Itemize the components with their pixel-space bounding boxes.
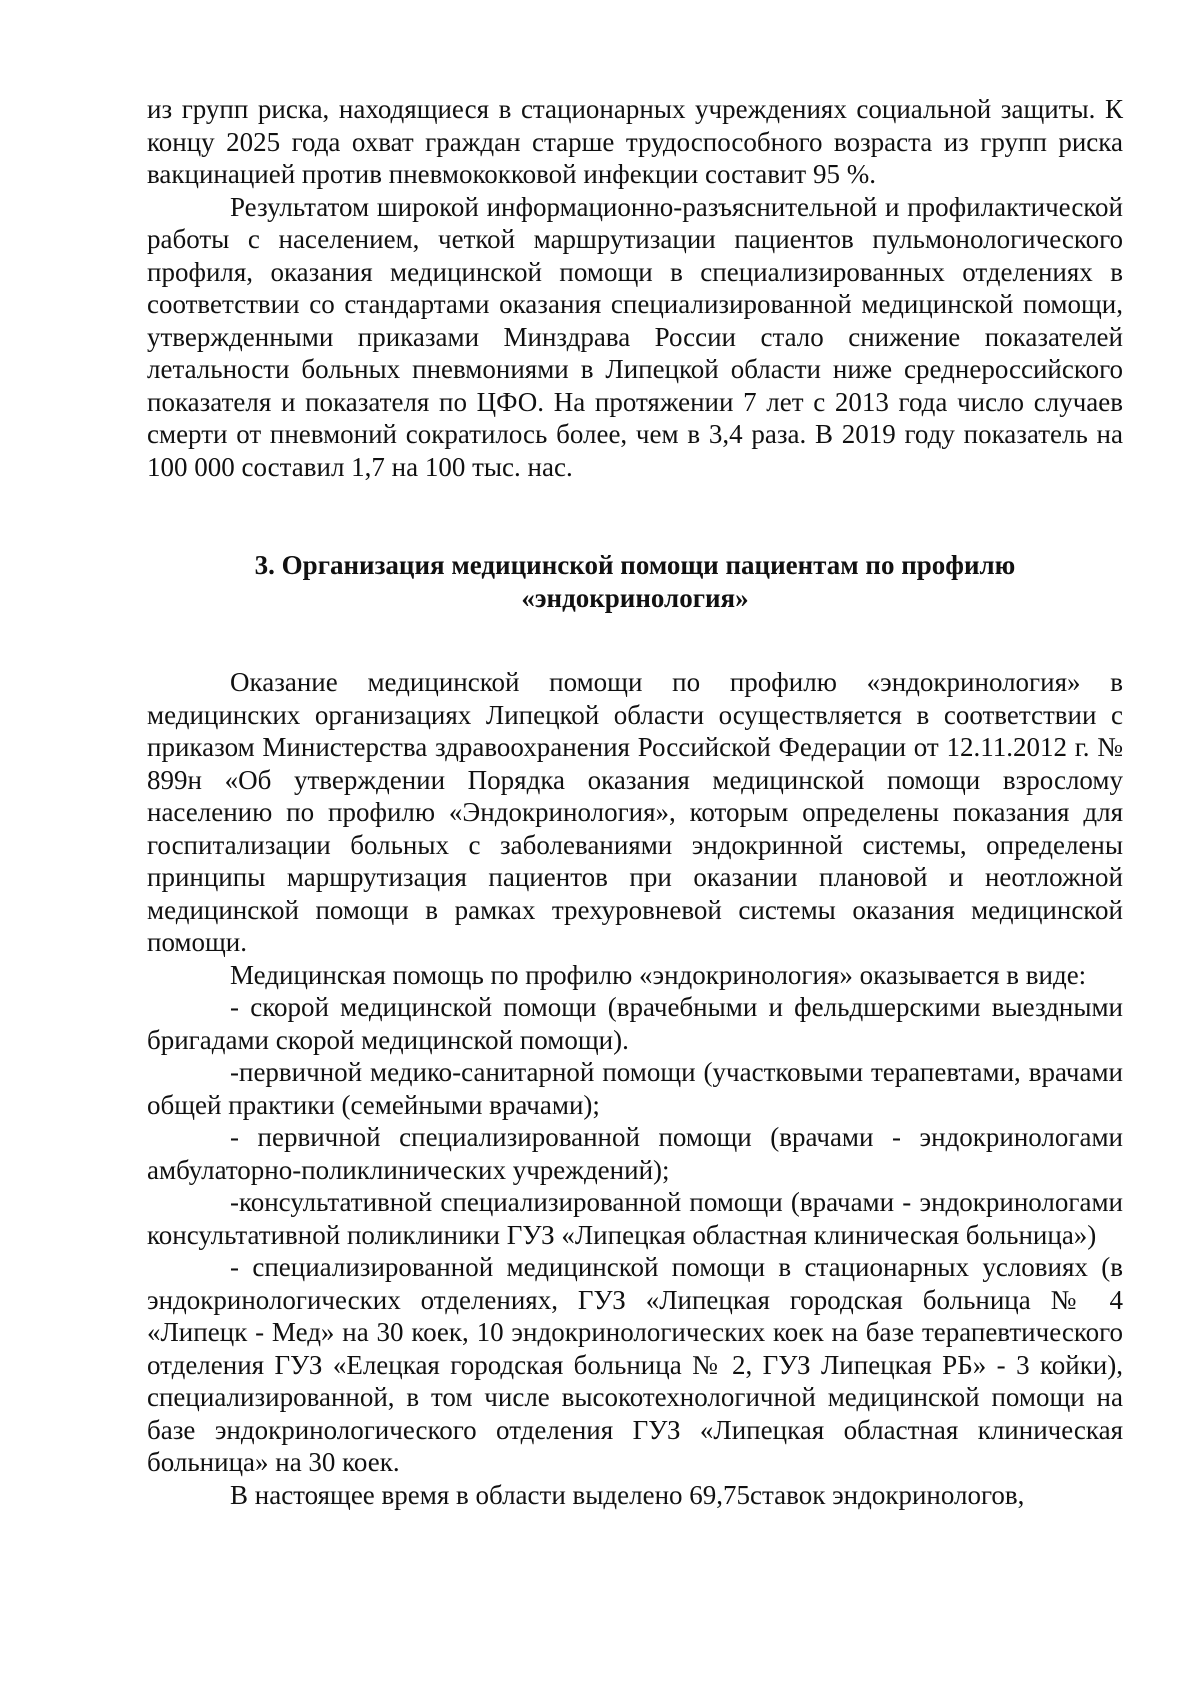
paragraph-endocrinology-order: Оказание медицинской помощи по профилю «эндокринология» в медицинских организациях Липецкой области осуществляется в соответствии с приказом Министерства здравоохранения Российской Федерации от 12.11.2012 г. № 899н «Об утверждении Порядка оказания медицинской помощи взрослому населению по профилю «Эндокринология», которым определены показания для госпитализации больных с заболеваниями эндокринной системы, определены принципы маршрутизация пациентов при оказании плановой и неотложной медицинской помощи в рамках трехуровневой системы оказания медицинской помощи. (147, 667, 1123, 957)
section-heading-line-2: «эндокринология» (521, 582, 749, 613)
document-page (147, 93, 1123, 1511)
list-item-primary-specialized-care: - первичной специализированной помощи (врачами - эндокринологами амбулаторно-поликлинических учреждений); (147, 1122, 1123, 1185)
section-heading-line-1: 3. Организация медицинской помощи пациентам по профилю (254, 550, 1016, 580)
list-item-inpatient-care: - специализированной медицинской помощи в стационарных условиях (в эндокринологических отделениях, ГУЗ «Липецкая городская больница № 4 «Липецк - Мед» на 30 коек, 10 эндокринологических коек на базе терапевтического отделения ГУЗ «Елецкая городская больница № 2, ГУЗ Липецкая РБ» - 3 койки), специализированной, в том числе высокотехнологичной медицинской помощи на базе эндокринологического отделения ГУЗ «Липецкая областная клиническая больница» на 30 коек. (147, 1252, 1123, 1477)
paragraph-vaccination: из групп риска, находящиеся в стационарных учреждениях социальной защиты. К концу 2025 года охват граждан старше трудоспособного возраста из групп риска вакцинацией против пневмококковой инфекции составит 95 %. (147, 94, 1123, 189)
list-item-primary-care: -первичной медико-санитарной помощи (участковыми терапевтами, врачами общей практики (семейными врачами); (147, 1057, 1123, 1120)
paragraph-staff-rates: В настоящее время в области выделено 69,75ставок эндокринологов, (230, 1479, 1025, 1510)
list-item-consultative-care: -консультативной специализированной помощи (врачами - эндокринологами консультативной поликлиники ГУЗ «Липецкая областная клиническая больница») (147, 1187, 1123, 1250)
section-heading (147, 549, 1123, 614)
paragraph-pneumonia-results: Результатом широкой информационно-разъяснительной и профилактической работы с населением, четкой маршрутизации пациентов пульмонологического профиля, оказания медицинской помощи в специализированных отделениях в соответствии со стандартами оказания специализированной медицинской помощи, утвержденными приказами Минздрава России стало снижение показателей летальности больных пневмониями в Липецкой области ниже среднероссийского показателя и показателя по ЦФО. На протяжении 7 лет с 2013 года число случаев смерти от пневмоний сократилось более, чем в 3,4 раза. В 2019 году показатель на 100 000 составил 1,7 на 100 тыс. нас. (147, 191, 1123, 482)
paragraph-care-types-intro: Медицинская помощь по профилю «эндокринология» оказывается в виде: (230, 959, 1087, 990)
list-item-emergency-care: - скорой медицинской помощи (врачебными и фельдшерскими выездными бригадами скорой медицинской помощи). (147, 992, 1123, 1055)
